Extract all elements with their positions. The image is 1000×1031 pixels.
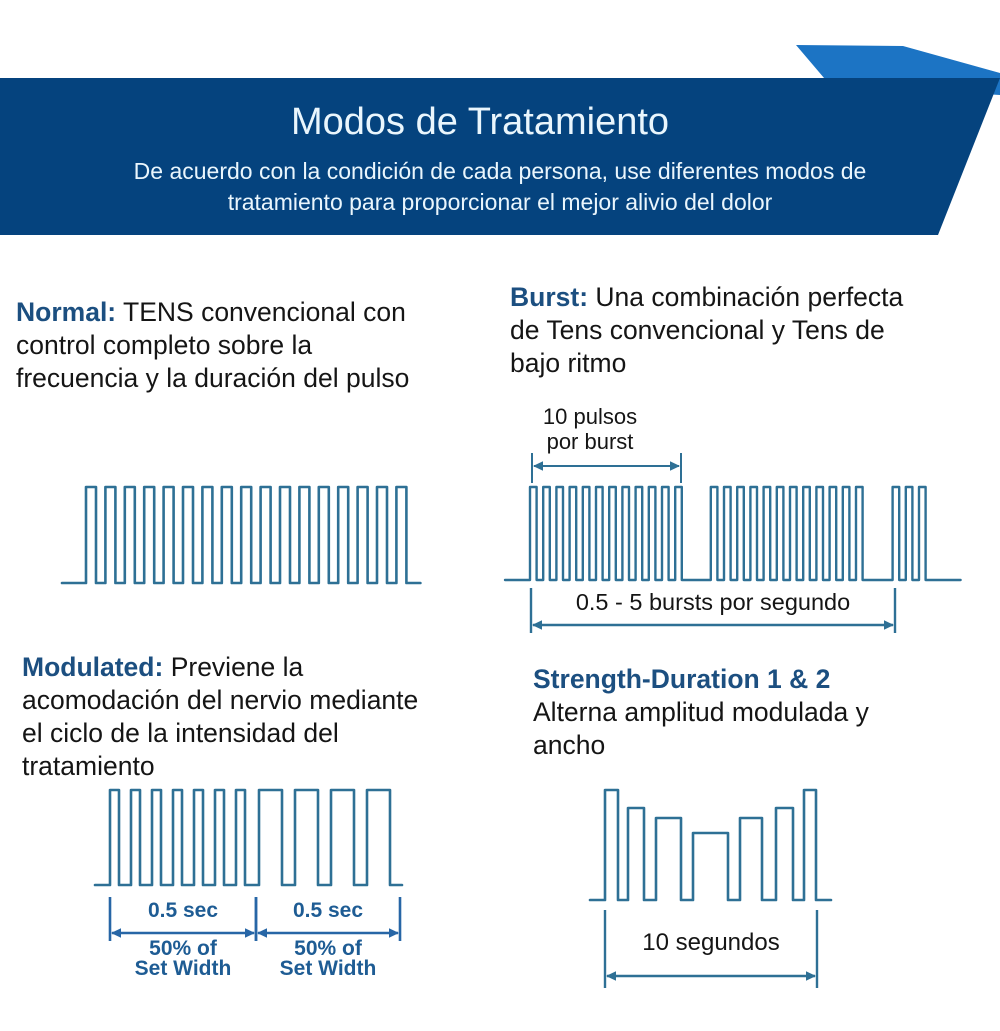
burst-section-text <box>510 281 970 380</box>
normal-section-text <box>16 296 476 395</box>
strength-heading: Strength-Duration 1 & 2 <box>533 664 831 694</box>
strength-waveform <box>590 790 831 900</box>
burst-line-1: Burst: Una combinación perfecta <box>510 282 904 312</box>
burst-rate-label: 0.5 - 5 bursts por segundo <box>575 589 851 615</box>
strength-seconds-label: 10 segundos <box>642 929 780 956</box>
burst-line-2: de Tens convencional y Tens de <box>510 315 885 345</box>
normal-line-3: frecuencia y la duración del pulso <box>16 363 410 393</box>
modulated-heading: Modulated: <box>22 652 164 682</box>
burst-width-arrow <box>532 453 681 483</box>
burst-line-3: bajo ritmo <box>510 348 627 378</box>
modulated-right-duration-label: 0.5 sec <box>292 899 364 922</box>
strength-line-2: ancho <box>533 730 606 760</box>
modulated-line-2: acomodación del nervio mediante <box>22 685 419 715</box>
strength-line-1: Alterna amplitud modulada y <box>533 697 869 727</box>
normal-line-1: Normal: TENS convencional con <box>16 297 406 327</box>
header-subtitle-line-1: De acuerdo con la condición de cada persona, use diferentes modos de <box>133 158 867 184</box>
modulated-line-3: el ciclo de la intensidad del <box>22 718 339 748</box>
modulated-line-1: Modulated: Previene la <box>22 652 304 682</box>
modulated-left-duration-label: 0.5 sec <box>147 899 219 922</box>
normal-line-2: control completo sobre la <box>16 330 313 360</box>
normal-heading: Normal: <box>16 297 117 327</box>
strength-section-text <box>533 663 973 762</box>
page-title: Modos de Tratamiento <box>290 101 670 143</box>
burst-heading: Burst: <box>510 282 589 312</box>
burst-waveform <box>505 487 961 580</box>
modulated-section-text <box>22 651 492 783</box>
modulated-waveform <box>95 790 402 885</box>
modulated-right-width-label: 50% of Set Width <box>279 937 377 980</box>
header-subtitle-line-2: tratamiento para proporcionar el mejor alivio del dolor <box>227 189 773 215</box>
modulated-line-4: tratamiento <box>22 751 155 781</box>
normal-waveform <box>62 487 420 583</box>
modulated-left-width-label: 50% of Set Width <box>134 937 232 980</box>
burst-pulses-per-burst-label: 10 pulsos por burst <box>542 404 638 454</box>
